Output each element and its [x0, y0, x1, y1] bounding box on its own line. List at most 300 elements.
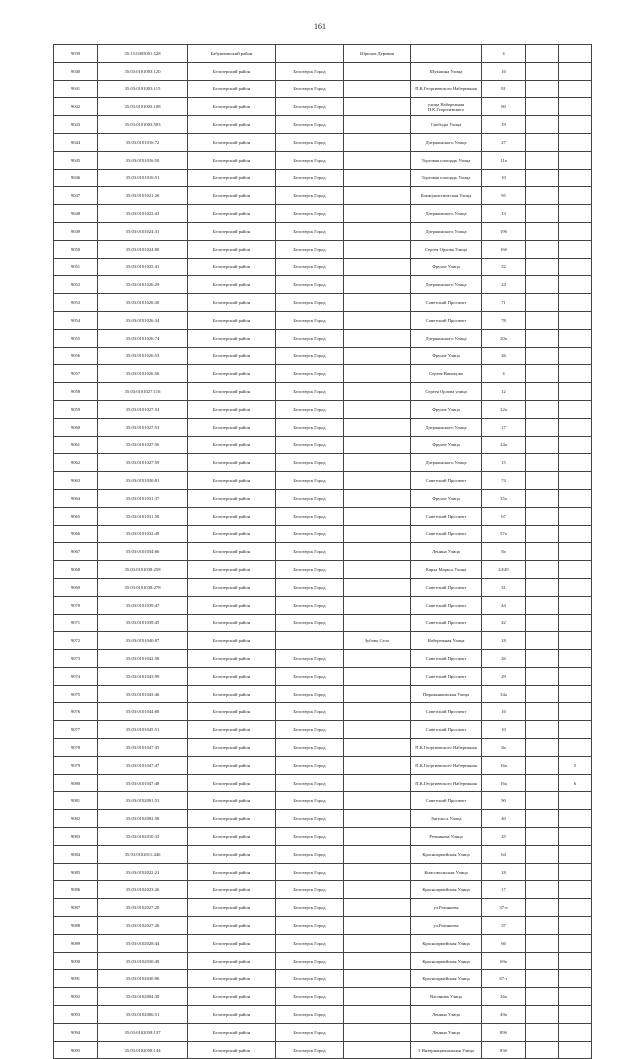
settlement-cell — [344, 80, 411, 98]
apartment-cell — [559, 792, 592, 810]
cadastral-number-cell: 35:03:0101047:48 — [98, 774, 188, 792]
street-cell: Карла Маркса Улица — [411, 561, 482, 579]
house-number-cell: 89б — [482, 1023, 526, 1041]
settlement-cell — [344, 276, 411, 294]
settlement-cell — [344, 205, 411, 223]
row-index-cell: 9049 — [54, 222, 98, 240]
apartment-cell — [559, 1041, 592, 1059]
table-row — [54, 756, 592, 774]
building-cell — [526, 543, 559, 561]
settlement-cell — [344, 917, 411, 935]
cadastral-number-cell: 35:03:0101026:30 — [98, 294, 188, 312]
row-index-cell: 9089 — [54, 934, 98, 952]
district-cell: Белозерский район — [188, 614, 276, 632]
street-cell: Пирожниковская Улица — [411, 685, 482, 703]
street-cell: Набережная Улица — [411, 632, 482, 650]
row-index-cell: 9059 — [54, 400, 98, 418]
cadastral-number-cell: 35:03:0101040:87 — [98, 632, 188, 650]
building-cell — [526, 828, 559, 846]
apartment-cell — [559, 863, 592, 881]
apartment-cell — [559, 116, 592, 134]
table-row — [54, 632, 592, 650]
house-number-cell: 10 — [482, 721, 526, 739]
cadastral-number-cell: 35:03:0101024:80 — [98, 240, 188, 258]
district-cell: Белозерский район — [188, 169, 276, 187]
house-number-cell: 16 — [482, 703, 526, 721]
district-cell: Белозерский район — [188, 810, 276, 828]
apartment-cell — [559, 703, 592, 721]
house-number-cell: 17 — [482, 881, 526, 899]
city-cell: Белозерск Город — [276, 543, 344, 561]
street-cell: Дзержинского Улица — [411, 329, 482, 347]
cadastral-number-cell: 35:03:0101027:116 — [98, 383, 188, 401]
street-cell: Ленина Улица — [411, 1006, 482, 1024]
settlement-cell — [344, 934, 411, 952]
district-cell: Белозерский район — [188, 436, 276, 454]
row-index-cell: 9076 — [54, 703, 98, 721]
table-row — [54, 436, 592, 454]
city-cell: Белозерск Город — [276, 685, 344, 703]
district-cell: Белозерский район — [188, 418, 276, 436]
row-index-cell: 9082 — [54, 810, 98, 828]
district-cell: Белозерский район — [188, 917, 276, 935]
settlement-cell — [344, 116, 411, 134]
row-index-cell: 9066 — [54, 525, 98, 543]
house-number-cell: 32 — [482, 258, 526, 276]
city-cell: Белозерск Город — [276, 596, 344, 614]
city-cell: Белозерск Город — [276, 703, 344, 721]
building-cell — [526, 739, 559, 757]
table-row — [54, 685, 592, 703]
table-row — [54, 472, 592, 490]
row-index-cell: 9074 — [54, 667, 98, 685]
city-cell: Белозерск Город — [276, 133, 344, 151]
district-cell: Белозерский район — [188, 703, 276, 721]
cadastral-number-cell: 35:03:0101016:72 — [98, 133, 188, 151]
building-cell — [526, 1023, 559, 1041]
street-cell: Советский Проспект — [411, 792, 482, 810]
cadastral-number-cell: 35:03:0102027:26 — [98, 917, 188, 935]
table-body — [54, 45, 592, 1059]
apartment-cell — [559, 721, 592, 739]
cadastral-number-cell: 35:15:0405001:528 — [98, 45, 188, 63]
row-index-cell: 9051 — [54, 258, 98, 276]
district-cell: Белозерский район — [188, 240, 276, 258]
table-row — [54, 845, 592, 863]
table-row — [54, 507, 592, 525]
row-index-cell: 9075 — [54, 685, 98, 703]
cadastral-number-cell: 35:03:0101023:43 — [98, 205, 188, 223]
house-number-cell: 71 — [482, 294, 526, 312]
row-index-cell: 9064 — [54, 489, 98, 507]
building-cell — [526, 970, 559, 988]
settlement-cell — [344, 169, 411, 187]
apartment-cell: 6 — [559, 774, 592, 792]
settlement-cell — [344, 739, 411, 757]
building-cell — [526, 650, 559, 668]
building-cell — [526, 561, 559, 579]
house-number-cell: 90 — [482, 792, 526, 810]
city-cell: Белозерск Город — [276, 952, 344, 970]
city-cell: Белозерск Город — [276, 276, 344, 294]
apartment-cell — [559, 436, 592, 454]
house-number-cell: 66 — [482, 934, 526, 952]
city-cell: Белозерск Город — [276, 810, 344, 828]
street-cell: Комсомольская Улица — [411, 863, 482, 881]
district-cell: Белозерский район — [188, 276, 276, 294]
house-number-cell: 29 — [482, 667, 526, 685]
apartment-cell — [559, 917, 592, 935]
district-cell: Белозерский район — [188, 774, 276, 792]
street-cell: Речникова Улица — [411, 828, 482, 846]
district-cell: Белозерский район — [188, 205, 276, 223]
building-cell — [526, 383, 559, 401]
city-cell: Белозерск Город — [276, 222, 344, 240]
city-cell: Белозерск Город — [276, 828, 344, 846]
street-cell: Советский Проспект — [411, 721, 482, 739]
district-cell: Белозерский район — [188, 685, 276, 703]
settlement-cell — [344, 222, 411, 240]
settlement-cell — [344, 881, 411, 899]
settlement-cell — [344, 400, 411, 418]
apartment-cell — [559, 45, 592, 63]
district-cell: Белозерский район — [188, 934, 276, 952]
district-cell: Белозерский район — [188, 756, 276, 774]
cadastral-number-cell: 35:03:0101026:74 — [98, 329, 188, 347]
apartment-cell — [559, 561, 592, 579]
cadastral-number-cell: 35:03:0101039:47 — [98, 596, 188, 614]
table-row — [54, 792, 592, 810]
apartment-cell — [559, 383, 592, 401]
district-cell: Белозерский район — [188, 792, 276, 810]
row-index-cell: 9091 — [54, 970, 98, 988]
cadastral-number-cell: 35:03:0101043:46 — [98, 685, 188, 703]
street-cell: Энгельса Улица — [411, 810, 482, 828]
street-cell: П.К.Георгиевского Набережная — [411, 80, 482, 98]
house-number-cell: 12 — [482, 383, 526, 401]
house-number-cell: 81 — [482, 80, 526, 98]
district-cell: Белозерский район — [188, 347, 276, 365]
settlement-cell — [344, 774, 411, 792]
row-index-cell: 9081 — [54, 792, 98, 810]
row-index-cell: 9086 — [54, 881, 98, 899]
street-cell: Дзержинского Улица — [411, 222, 482, 240]
row-index-cell: 9080 — [54, 774, 98, 792]
table-row — [54, 863, 592, 881]
settlement-cell — [344, 650, 411, 668]
table-row — [54, 578, 592, 596]
district-cell: Белозерский район — [188, 80, 276, 98]
settlement-cell — [344, 988, 411, 1006]
building-cell — [526, 45, 559, 63]
street-cell: Советский Проспект — [411, 311, 482, 329]
city-cell: Белозерск Город — [276, 436, 344, 454]
row-index-cell: 9077 — [54, 721, 98, 739]
district-cell: Белозерский район — [188, 489, 276, 507]
table-row — [54, 899, 592, 917]
city-cell: Белозерск Город — [276, 774, 344, 792]
row-index-cell: 9087 — [54, 899, 98, 917]
district-cell: Белозерский район — [188, 721, 276, 739]
district-cell: Белозерский район — [188, 863, 276, 881]
row-index-cell: 9039 — [54, 45, 98, 63]
house-number-cell: 20а — [482, 329, 526, 347]
table-row — [54, 774, 592, 792]
street-cell: Советский Проспект — [411, 578, 482, 596]
cadastral-number-cell: 35:03:0101031:58 — [98, 507, 188, 525]
house-number-cell: 16б — [482, 240, 526, 258]
settlement-cell — [344, 454, 411, 472]
district-cell: Белозерский район — [188, 365, 276, 383]
city-cell: Белозерск Город — [276, 917, 344, 935]
building-cell — [526, 917, 559, 935]
apartment-cell — [559, 650, 592, 668]
table-row — [54, 650, 592, 668]
table-row — [54, 970, 592, 988]
district-cell: Белозерский район — [188, 329, 276, 347]
building-cell — [526, 632, 559, 650]
street-cell: Советский Проспект — [411, 596, 482, 614]
street-cell: П.К.Георгиевского Набережная — [411, 756, 482, 774]
city-cell: Белозерск Город — [276, 561, 344, 579]
building-cell — [526, 294, 559, 312]
house-number-cell: 37-а — [482, 899, 526, 917]
table-row — [54, 240, 592, 258]
building-cell — [526, 934, 559, 952]
cadastral-number-cell: 35:03:0102023:26 — [98, 881, 188, 899]
apartment-cell — [559, 400, 592, 418]
street-cell: Красноармейская Улица — [411, 845, 482, 863]
apartment-cell — [559, 365, 592, 383]
house-number-cell: 19б — [482, 222, 526, 240]
building-cell — [526, 151, 559, 169]
street-cell: Советский Проспект — [411, 507, 482, 525]
building-cell — [526, 80, 559, 98]
settlement-cell — [344, 133, 411, 151]
street-cell: Сергея Орлова улица — [411, 383, 482, 401]
district-cell: Белозерский район — [188, 1006, 276, 1024]
row-index-cell: 9041 — [54, 80, 98, 98]
settlement-cell — [344, 1006, 411, 1024]
table-row — [54, 828, 592, 846]
house-number-cell: 69а — [482, 952, 526, 970]
table-row — [54, 45, 592, 63]
district-cell: Белозерский район — [188, 98, 276, 116]
settlement-cell: Юрилов Деревня — [344, 45, 411, 63]
row-index-cell: 9050 — [54, 240, 98, 258]
house-number-cell: 34а — [482, 685, 526, 703]
house-number-cell: 22а — [482, 400, 526, 418]
row-index-cell: 9094 — [54, 1023, 98, 1041]
row-index-cell: 9072 — [54, 632, 98, 650]
cadastral-number-cell: 35:03:0102058:137 — [98, 1023, 188, 1041]
building-cell — [526, 98, 559, 116]
city-cell: Белозерск Город — [276, 294, 344, 312]
street-cell: Фрунзе Улица — [411, 436, 482, 454]
house-number-cell: 26а — [482, 988, 526, 1006]
street-cell: Ленина Улица — [411, 1023, 482, 1041]
street-cell: Советский Проспект — [411, 703, 482, 721]
city-cell: Белозерск Город — [276, 507, 344, 525]
house-number-cell: 57а — [482, 525, 526, 543]
district-cell: Белозерский район — [188, 507, 276, 525]
building-cell — [526, 507, 559, 525]
settlement-cell — [344, 1041, 411, 1059]
table-row — [54, 205, 592, 223]
cadastral-number-cell: 35:03:0101042:58 — [98, 650, 188, 668]
table-row — [54, 294, 592, 312]
city-cell: Белозерск Город — [276, 863, 344, 881]
district-cell: Белозерский район — [188, 400, 276, 418]
building-cell — [526, 685, 559, 703]
district-cell: Белозерский район — [188, 596, 276, 614]
house-number-cell: 16 — [482, 62, 526, 80]
table-row — [54, 80, 592, 98]
row-index-cell: 9095 — [54, 1041, 98, 1059]
table-row — [54, 365, 592, 383]
apartment-cell — [559, 276, 592, 294]
street-cell: Советский Проспект — [411, 614, 482, 632]
settlement-cell — [344, 756, 411, 774]
settlement-cell — [344, 667, 411, 685]
city-cell — [276, 45, 344, 63]
row-index-cell: 9090 — [54, 952, 98, 970]
apartment-cell — [559, 828, 592, 846]
street-cell: Шукшина Улица — [411, 62, 482, 80]
district-cell: Белозерский район — [188, 187, 276, 205]
row-index-cell: 9071 — [54, 614, 98, 632]
table-row — [54, 525, 592, 543]
house-number-cell: 26 — [482, 650, 526, 668]
settlement-cell — [344, 472, 411, 490]
district-cell: Белозерский район — [188, 472, 276, 490]
street-cell: П.К.Георгиевского Набережная — [411, 774, 482, 792]
building-cell — [526, 258, 559, 276]
apartment-cell — [559, 952, 592, 970]
street-cell: П.К.Георгиевского Набережная — [411, 739, 482, 757]
city-cell: Белозерск Город — [276, 258, 344, 276]
apartment-cell — [559, 151, 592, 169]
house-number-cell: 8а — [482, 543, 526, 561]
street-cell: 3 Интернациональная Улица — [411, 1041, 482, 1059]
apartment-cell — [559, 489, 592, 507]
house-number-cell: 40 — [482, 810, 526, 828]
cadastral-number-cell: 35:03:0101047:47 — [98, 756, 188, 774]
city-cell: Белозерск Город — [276, 525, 344, 543]
district-cell: Белозерский район — [188, 632, 276, 650]
house-number-cell: 37 — [482, 917, 526, 935]
house-number-cell: 11а — [482, 151, 526, 169]
apartment-cell — [559, 667, 592, 685]
city-cell: Белозерск Город — [276, 418, 344, 436]
building-cell — [526, 1006, 559, 1024]
city-cell: Белозерск Город — [276, 1023, 344, 1041]
cadastral-number-cell: 35:03:0101044:68 — [98, 703, 188, 721]
building-cell — [526, 222, 559, 240]
building-cell — [526, 347, 559, 365]
city-cell: Белозерск Город — [276, 934, 344, 952]
settlement-cell — [344, 258, 411, 276]
street-cell: Советский Проспект — [411, 650, 482, 668]
settlement-cell — [344, 685, 411, 703]
apartment-cell — [559, 258, 592, 276]
building-cell — [526, 667, 559, 685]
apartment-cell — [559, 739, 592, 757]
city-cell: Белозерск Город — [276, 1041, 344, 1059]
settlement-cell — [344, 703, 411, 721]
street-cell: Советский Проспект — [411, 667, 482, 685]
row-index-cell: 9044 — [54, 133, 98, 151]
cadastral-number-cell: 35:03:0101027:54 — [98, 400, 188, 418]
building-cell — [526, 988, 559, 1006]
settlement-cell — [344, 98, 411, 116]
row-index-cell: 9070 — [54, 596, 98, 614]
row-index-cell: 9054 — [54, 311, 98, 329]
building-cell — [526, 116, 559, 134]
building-cell — [526, 881, 559, 899]
apartment-cell: 5 — [559, 756, 592, 774]
row-index-cell: 9048 — [54, 205, 98, 223]
cadastral-number-cell: 35:03:0101024:31 — [98, 222, 188, 240]
cadastral-number-cell: 35:03:0102058:144 — [98, 1041, 188, 1059]
district-cell: Белозерский район — [188, 970, 276, 988]
city-cell: Белозерск Город — [276, 667, 344, 685]
building-cell — [526, 952, 559, 970]
settlement-cell — [344, 561, 411, 579]
street-cell: Дзержинского Улица — [411, 205, 482, 223]
city-cell: Белозерск Город — [276, 988, 344, 1006]
cadastral-number-cell: 35:03:0101026:34 — [98, 311, 188, 329]
house-number-cell: 18 — [482, 632, 526, 650]
settlement-cell — [344, 329, 411, 347]
district-cell: Белозерский район — [188, 1041, 276, 1059]
cadastral-number-cell: 35:03:0101026:53 — [98, 347, 188, 365]
house-number-cell: 31 — [482, 578, 526, 596]
house-number-cell: 15 — [482, 454, 526, 472]
house-number-cell: 74 — [482, 472, 526, 490]
settlement-cell — [344, 614, 411, 632]
apartment-cell — [559, 169, 592, 187]
cadastral-number-cell: 35:03:0101045:51 — [98, 721, 188, 739]
apartment-cell — [559, 970, 592, 988]
street-cell: Сергея Орлова Улица — [411, 240, 482, 258]
street-cell: Фрунзе Улица — [411, 400, 482, 418]
row-index-cell: 9047 — [54, 187, 98, 205]
street-cell — [411, 45, 482, 63]
building-cell — [526, 756, 559, 774]
settlement-cell — [344, 863, 411, 881]
cadastral-number-cell: 35:03:0101025:41 — [98, 258, 188, 276]
apartment-cell — [559, 596, 592, 614]
district-cell: Белозерский район — [188, 258, 276, 276]
table-row — [54, 596, 592, 614]
cadastral-number-cell: 35:03:0101030:81 — [98, 472, 188, 490]
table-row — [54, 347, 592, 365]
city-cell: Белозерск Город — [276, 329, 344, 347]
city-cell: Белозерск Город — [276, 454, 344, 472]
address-registry-table — [53, 44, 592, 1059]
building-cell — [526, 596, 559, 614]
row-index-cell: 9045 — [54, 151, 98, 169]
city-cell: Белозерск Город — [276, 756, 344, 774]
house-number-cell: 35а — [482, 489, 526, 507]
table-row — [54, 952, 592, 970]
table-row — [54, 400, 592, 418]
cadastral-number-cell: 35:03:0102001:53 — [98, 792, 188, 810]
cadastral-number-cell: 35:03:0101032:49 — [98, 525, 188, 543]
apartment-cell — [559, 62, 592, 80]
street-cell: улица Набережная П.К.Георгиевского — [411, 98, 482, 116]
